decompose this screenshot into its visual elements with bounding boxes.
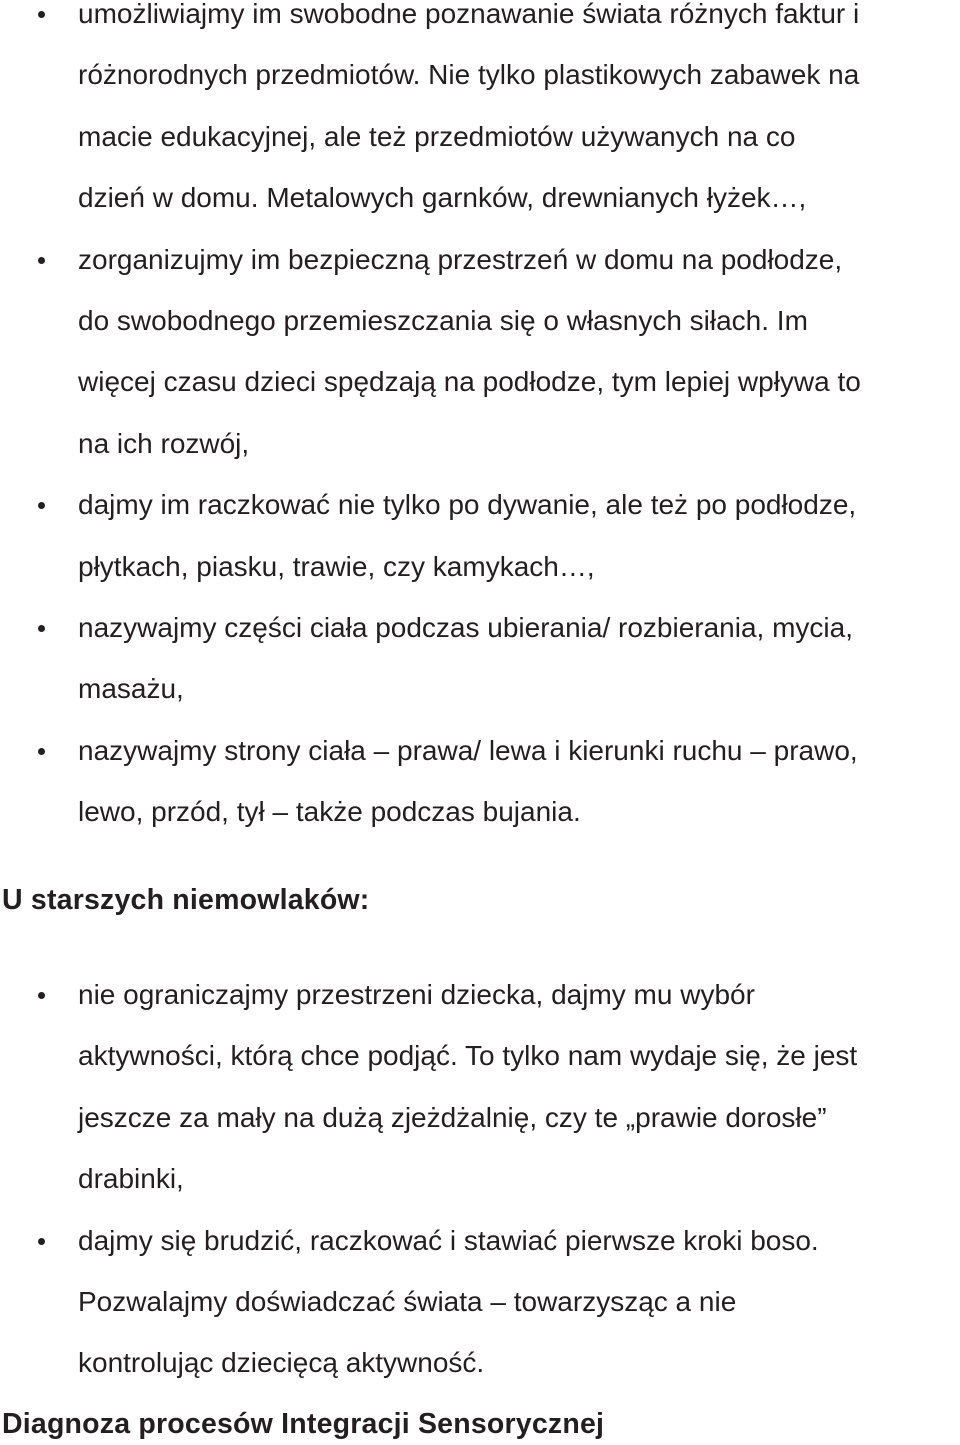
list-item-line: kontrolując dziecięcą aktywność. bbox=[78, 1347, 485, 1379]
list-item bbox=[0, 597, 960, 720]
list-item bbox=[0, 229, 960, 475]
bullet-icon bbox=[38, 502, 45, 509]
list-item-line: nazywajmy części ciała podczas ubierania/ rozbierania, mycia, bbox=[78, 611, 854, 643]
bullet-list-older-infants bbox=[0, 964, 960, 1394]
list-item-line: macie edukacyjnej, ale też przedmiotów używanych na co bbox=[78, 120, 796, 152]
list-item-line: dajmy im raczkować nie tylko po dywanie, ale też po podłodze, bbox=[78, 489, 857, 521]
list-item-line: dajmy się brudzić, raczkować i stawiać pierwsze kroki boso. bbox=[78, 1224, 819, 1256]
list-item-line: Pozwalajmy doświadczać świata – towarzysząc a nie bbox=[78, 1285, 737, 1317]
list-item-line: dzień w domu. Metalowych garnków, drewnianych łyżek…, bbox=[78, 182, 807, 214]
list-item-line: więcej czasu dzieci spędzają na podłodze, tym lepiej wpływa to bbox=[78, 366, 861, 398]
list-item-line: masażu, bbox=[78, 673, 184, 705]
bullet-icon bbox=[38, 992, 45, 999]
list-item bbox=[0, 0, 960, 229]
list-item-line: płytkach, piasku, trawie, czy kamykach…, bbox=[78, 550, 595, 582]
list-item bbox=[0, 964, 960, 1210]
bullet-icon bbox=[38, 11, 45, 18]
list-item-line: nazywajmy strony ciała – prawa/ lewa i kierunki ruchu – prawo, bbox=[78, 734, 858, 766]
list-item-line: aktywności, którą chce podjąć. To tylko nam wydaje się, że jest bbox=[78, 1040, 858, 1072]
list-item-line: drabinki, bbox=[78, 1163, 184, 1195]
bullet-icon bbox=[38, 257, 45, 264]
list-item-line: jeszcze za mały na dużą zjeżdżalnię, czy te „prawie dorosłe” bbox=[78, 1101, 827, 1133]
bullet-icon bbox=[38, 625, 45, 632]
list-item bbox=[0, 720, 960, 843]
section-heading-older-infants: U starszych niemowlaków: bbox=[2, 884, 370, 916]
list-item-line: umożliwiajmy im swobodne poznawanie świata różnych faktur i bbox=[78, 0, 860, 29]
list-item bbox=[0, 474, 960, 597]
list-item-line: do swobodnego przemieszczania się o własnych siłach. Im bbox=[78, 304, 808, 336]
list-item-line: na ich rozwój, bbox=[78, 427, 250, 459]
list-item-line: różnorodnych przedmiotów. Nie tylko plastikowych zabawek na bbox=[78, 59, 860, 91]
list-item-line: lewo, przód, tył – także podczas bujania. bbox=[78, 796, 581, 828]
bullet-icon bbox=[38, 1238, 45, 1245]
section-heading-diagnosis: Diagnoza procesów Integracji Sensorycznej bbox=[2, 1408, 605, 1440]
list-item-line: zorganizujmy im bezpieczną przestrzeń w domu na podłodze, bbox=[78, 243, 843, 275]
list-item bbox=[0, 1210, 960, 1394]
bullet-icon bbox=[38, 748, 45, 755]
list-item-line: nie ograniczajmy przestrzeni dziecka, dajmy mu wybór bbox=[78, 979, 755, 1010]
